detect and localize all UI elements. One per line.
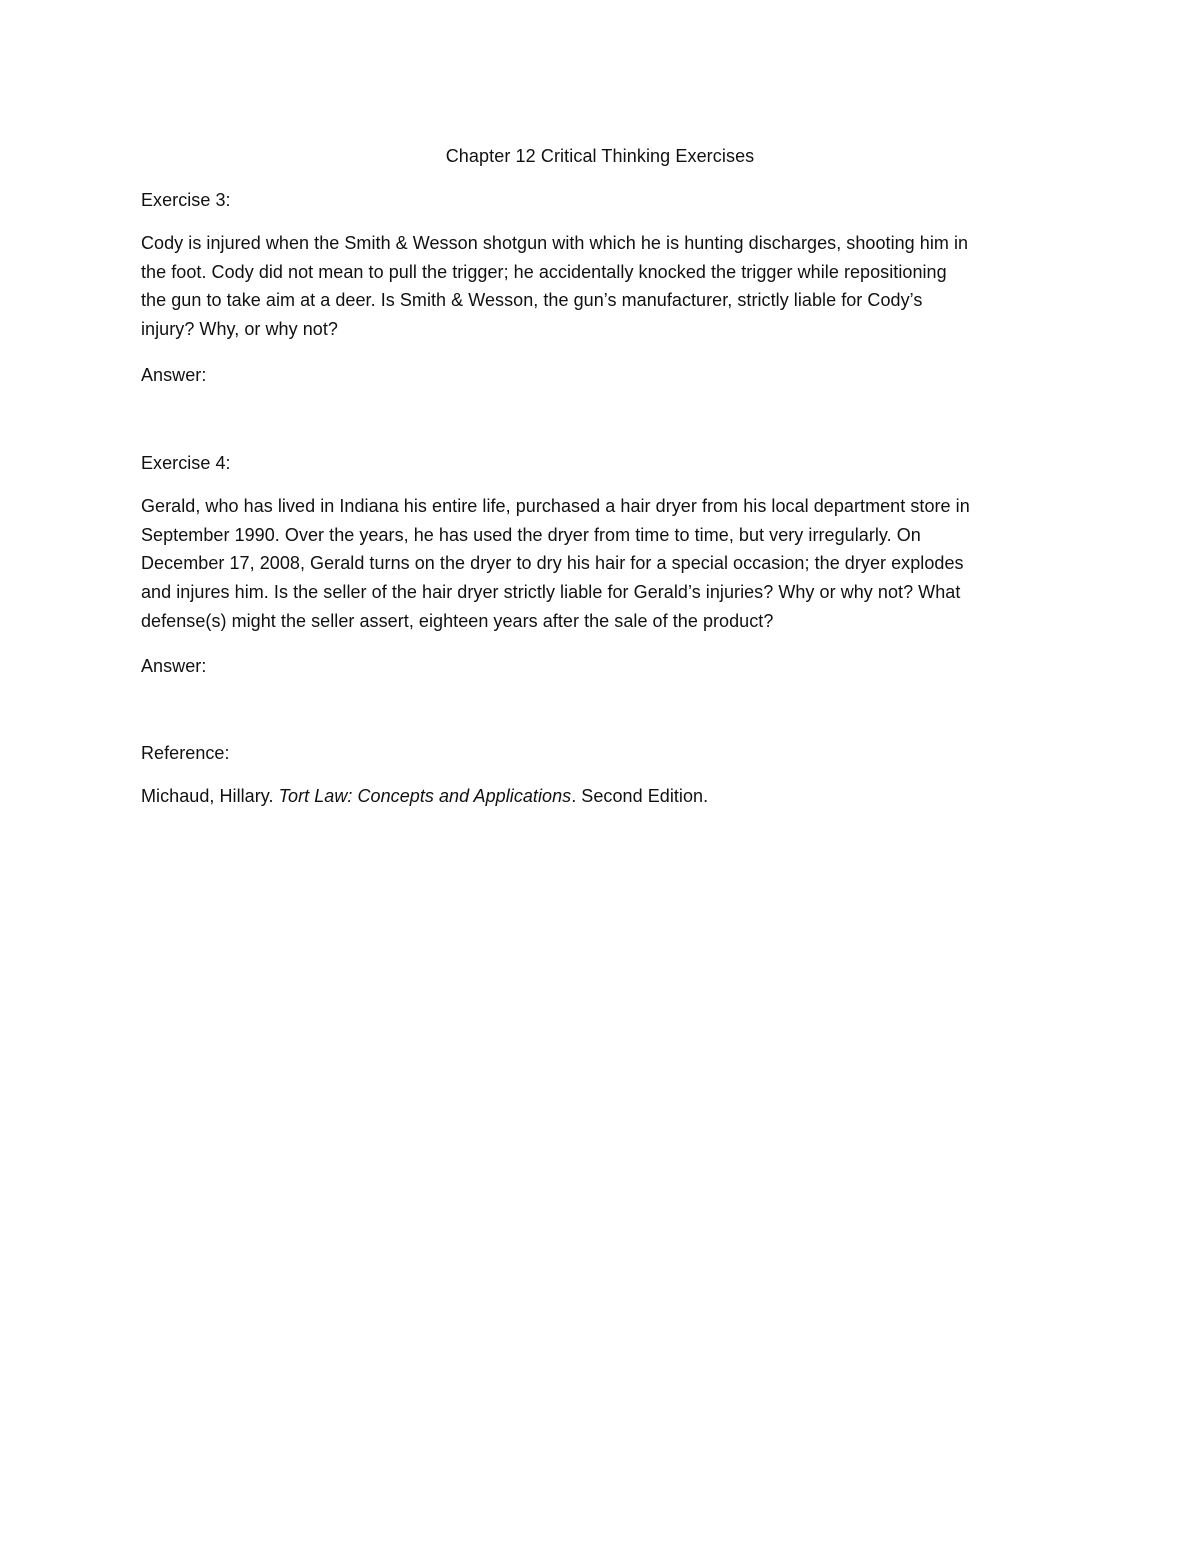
exercise-3-line-3: the gun to take aim at a deer. Is Smith & Wesson, the gun’s manufacturer, strictly liable for Cody’s (141, 290, 923, 311)
exercise-4-line-2: September 1990. Over the years, he has used the dryer from time to time, but very irregularly. On (141, 524, 921, 545)
document-title: Chapter 12 Critical Thinking Exercises (445, 146, 755, 166)
reference-book-title: Tort Law: Concepts and Applications (278, 786, 572, 806)
exercise-4-line-5: defense(s) might the seller assert, eighteen years after the sale of the product? (141, 610, 774, 631)
exercise-4-question (141, 492, 1061, 636)
reference-edition: . Second Edition. (571, 786, 709, 806)
exercise-4-line-4: and injures him. Is the seller of the hair dryer strictly liable for Gerald’s injuries? Why or why not? What (141, 582, 961, 603)
exercise-3-line-1: Cody is injured when the Smith & Wesson shotgun with which he is hunting discharges, shooting him in (141, 233, 969, 253)
exercise-4-line-1: Gerald, who has lived in Indiana his entire life, purchased a hair dryer from his local department store in (141, 496, 970, 516)
exercise-3-answer-label: Answer: (141, 365, 207, 385)
exercise-4-heading: Exercise 4: (141, 453, 231, 473)
reference-citation (141, 782, 1061, 811)
exercise-4-answer-label: Answer: (141, 656, 207, 676)
exercise-3-line-2: the foot. Cody did not mean to pull the trigger; he accidentally knocked the trigger while repositioning (141, 261, 947, 282)
exercise-3-line-4: injury? Why, or why not? (141, 319, 338, 340)
exercise-4-line-3: December 17, 2008, Gerald turns on the dryer to dry his hair for a special occasion; the dryer explodes (141, 553, 964, 574)
reference-heading: Reference: (141, 743, 230, 763)
exercise-3-question (141, 229, 1061, 344)
exercise-3-heading: Exercise 3: (141, 190, 231, 210)
reference-author: Michaud, Hillary. (141, 786, 279, 806)
